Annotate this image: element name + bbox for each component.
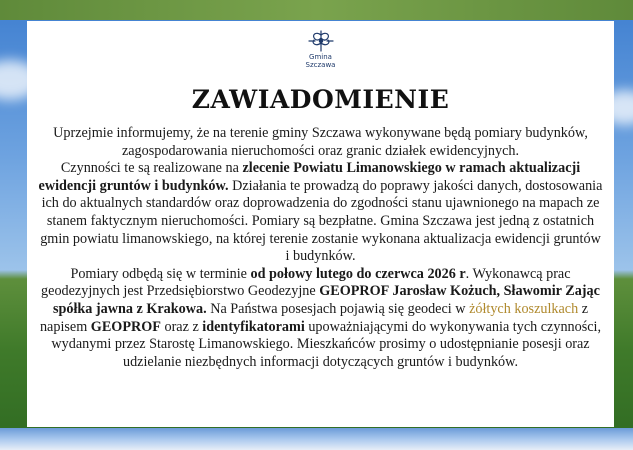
text-run-bold: zlecenie Powiatu Limanowskiego w ramach aktualizacji ewidencji gruntów i budynków.: [38, 160, 581, 194]
notice-card: [27, 21, 614, 427]
background-field-top: [0, 0, 633, 20]
text-run: upoważniającymi do wykonywania tych czynności, wydanymi przez Starostę Limanowskiego. Mieszkańców prosimy o udostępnianie posesji oraz udzielanie niezbędnych informacji dotyczących gruntów i budynków.: [51, 318, 602, 370]
paragraph-schedule: [37, 266, 604, 372]
text-run-bold: identyfikatorami: [202, 318, 305, 335]
municipality-logo: [27, 29, 614, 69]
text-run-bold: GEOPROF Jarosław Kożuch, Sławomir Zając spółka jawna z Krakowa.: [52, 283, 600, 317]
notice-title: ZAWIADOMIENIE: [191, 85, 450, 114]
text-run: . Wykonawcą prac geodezyjnych jest Przedsiębiorstwo Geodezyjne: [41, 265, 571, 300]
logo-text-line1: Gmina: [309, 53, 332, 61]
text-run-bold: od połowy lutego do czerwca 2026 r: [250, 265, 466, 282]
paragraph-scope: [37, 160, 604, 266]
logo-text-line2: Szczawa: [305, 61, 336, 69]
text-run-gold: żółtych koszulkach: [469, 300, 579, 317]
text-run: Na Państwa posesjach pojawią się geodeci w: [206, 300, 470, 317]
notice-body: [37, 125, 604, 371]
text-run: z napisem: [39, 300, 589, 335]
text-run-bold: GEOPROF: [90, 318, 161, 335]
text-run: Pomiary odbędą się w terminie: [70, 265, 251, 282]
background-sky-bottom: [0, 428, 633, 450]
text-run: oraz z: [160, 318, 203, 335]
text-run: Działania te prowadzą do poprawy jakości danych, dostosowania ich do aktualnych standardów oraz doprowadzenia do zgodności stanu ujawnionego na mapach ze stanem faktycznym nieruchomości. Pomiary są bezpłatne. Gmina Szczawa jest jedną z ostatnich gmin powiatu limanowskiego, na której terenie zostanie wykonana aktualizacja ewidencji gruntów i budynków.: [40, 177, 603, 265]
paragraph-intro: Uprzejmie informujemy, że na terenie gminy Szczawa wykonywane będą pomiary budynków, zagospodarowania nieruchomości oraz granic działek ewidencyjnych.: [53, 125, 588, 159]
ornament-emblem-icon: [27, 29, 614, 53]
text-run: Czynności te są realizowane na: [60, 160, 243, 177]
